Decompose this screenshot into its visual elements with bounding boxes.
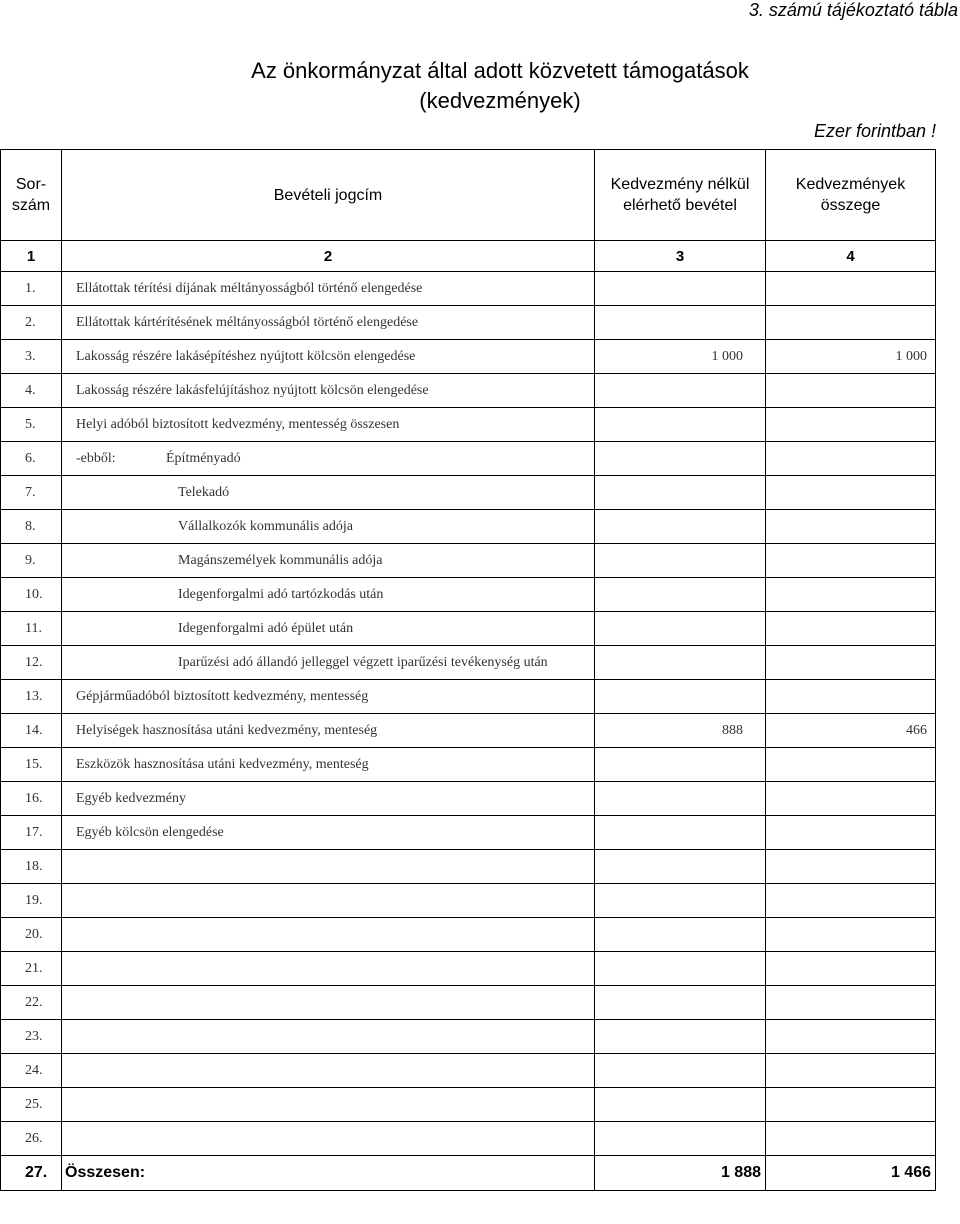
column-number: 4 bbox=[766, 241, 936, 272]
table-row bbox=[1, 1088, 936, 1122]
row-value-col3 bbox=[595, 1054, 766, 1088]
table-row bbox=[1, 952, 936, 986]
header-sorszam: Sor- szám bbox=[1, 150, 62, 241]
row-label-text: Lakosság részére lakásfelújításhoz nyújtott kölcsön elengedése bbox=[76, 382, 429, 398]
table-row bbox=[1, 714, 936, 748]
row-label bbox=[62, 442, 595, 476]
row-label bbox=[62, 408, 595, 442]
row-number: 3. bbox=[1, 340, 62, 374]
row-value-col4 bbox=[766, 408, 936, 442]
row-label bbox=[62, 272, 595, 306]
row-label-text: Egyéb kölcsön elengedése bbox=[76, 824, 224, 840]
row-value-col3 bbox=[595, 1020, 766, 1054]
row-label bbox=[62, 782, 595, 816]
row-label-text: Telekadó bbox=[178, 484, 230, 500]
row-value-col3 bbox=[595, 1122, 766, 1156]
row-value-col4 bbox=[766, 442, 936, 476]
table-row bbox=[1, 986, 936, 1020]
row-value-col4 bbox=[766, 544, 936, 578]
row-value-col3 bbox=[595, 374, 766, 408]
row-value-col3 bbox=[595, 680, 766, 714]
row-value-col3 bbox=[595, 850, 766, 884]
column-number: 3 bbox=[595, 241, 766, 272]
table-row bbox=[1, 1054, 936, 1088]
total-number: 27. bbox=[1, 1156, 62, 1191]
row-value-col3 bbox=[595, 748, 766, 782]
row-value-col4 bbox=[766, 986, 936, 1020]
row-value-col3 bbox=[595, 646, 766, 680]
row-label bbox=[62, 952, 595, 986]
row-value-col4 bbox=[766, 918, 936, 952]
table-row bbox=[1, 884, 936, 918]
row-number: 17. bbox=[1, 816, 62, 850]
table-row bbox=[1, 1122, 936, 1156]
row-value-col4 bbox=[766, 578, 936, 612]
row-label-text: Ellátottak térítési díjának méltányosságból történő elengedése bbox=[76, 280, 423, 296]
row-label-text: Építményadó bbox=[166, 450, 241, 466]
row-value-col3 bbox=[595, 408, 766, 442]
row-label bbox=[62, 850, 595, 884]
row-value-col3 bbox=[595, 884, 766, 918]
table-row bbox=[1, 646, 936, 680]
row-number: 11. bbox=[1, 612, 62, 646]
row-number: 5. bbox=[1, 408, 62, 442]
row-value-col3 bbox=[595, 272, 766, 306]
header-jogcim: Bevételi jogcím bbox=[62, 150, 595, 241]
row-value-col3 bbox=[595, 782, 766, 816]
row-label bbox=[62, 1088, 595, 1122]
row-value-col3 bbox=[595, 544, 766, 578]
page-title bbox=[0, 56, 960, 116]
row-value-col4 bbox=[766, 374, 936, 408]
row-value-col3 bbox=[595, 578, 766, 612]
row-value-col4: 1 000 bbox=[766, 340, 936, 374]
row-number: 19. bbox=[1, 884, 62, 918]
row-value-col4 bbox=[766, 782, 936, 816]
row-label bbox=[62, 646, 595, 680]
table-row bbox=[1, 816, 936, 850]
total-value-col4: 1 466 bbox=[766, 1156, 936, 1191]
row-label bbox=[62, 1020, 595, 1054]
row-label bbox=[62, 1054, 595, 1088]
row-number: 6. bbox=[1, 442, 62, 476]
row-value-col3 bbox=[595, 918, 766, 952]
table-row bbox=[1, 544, 936, 578]
row-number: 21. bbox=[1, 952, 62, 986]
row-label bbox=[62, 986, 595, 1020]
table-row bbox=[1, 1020, 936, 1054]
row-value-col4: 466 bbox=[766, 714, 936, 748]
row-value-col4 bbox=[766, 850, 936, 884]
row-value-col3 bbox=[595, 1088, 766, 1122]
row-label-text: Idegenforgalmi adó épület után bbox=[178, 620, 354, 636]
table-row bbox=[1, 680, 936, 714]
row-value-col4 bbox=[766, 1054, 936, 1088]
row-label bbox=[62, 884, 595, 918]
row-value-col4 bbox=[766, 646, 936, 680]
table-number-label: 3. számú tájékoztató tábla bbox=[748, 0, 958, 20]
row-label bbox=[62, 714, 595, 748]
row-value-col4 bbox=[766, 1122, 936, 1156]
row-value-col3 bbox=[595, 476, 766, 510]
row-label-text: Iparűzési adó állandó jelleggel végzett iparűzési tevékenység után bbox=[178, 654, 548, 670]
row-number: 23. bbox=[1, 1020, 62, 1054]
row-number: 4. bbox=[1, 374, 62, 408]
row-label bbox=[62, 374, 595, 408]
row-value-col3 bbox=[595, 442, 766, 476]
row-number: 7. bbox=[1, 476, 62, 510]
table-row bbox=[1, 374, 936, 408]
row-label bbox=[62, 748, 595, 782]
row-number: 8. bbox=[1, 510, 62, 544]
row-label bbox=[62, 306, 595, 340]
row-label-text: Lakosság részére lakásépítéshez nyújtott kölcsön elengedése bbox=[76, 348, 416, 364]
row-label bbox=[62, 578, 595, 612]
row-prefix: -ebből: bbox=[76, 450, 116, 466]
row-label bbox=[62, 340, 595, 374]
title-line-1: Az önkormányzat által adott közvetett támogatások bbox=[251, 58, 749, 83]
row-label bbox=[62, 476, 595, 510]
column-number: 2 bbox=[62, 241, 595, 272]
row-value-col4 bbox=[766, 748, 936, 782]
row-label bbox=[62, 680, 595, 714]
row-label bbox=[62, 918, 595, 952]
row-value-col4 bbox=[766, 272, 936, 306]
row-value-col3: 1 000 bbox=[595, 340, 766, 374]
unit-note: Ezer forintban ! bbox=[813, 121, 936, 141]
row-value-col3: 888 bbox=[595, 714, 766, 748]
row-label-text: Magánszemélyek kommunális adója bbox=[178, 552, 383, 568]
row-number: 20. bbox=[1, 918, 62, 952]
table-row bbox=[1, 306, 936, 340]
row-label-text: Helyi adóból biztosított kedvezmény, mentesség összesen bbox=[76, 416, 400, 432]
total-row bbox=[1, 1156, 936, 1191]
row-value-col3 bbox=[595, 816, 766, 850]
table-row bbox=[1, 612, 936, 646]
row-value-col3 bbox=[595, 612, 766, 646]
row-number: 10. bbox=[1, 578, 62, 612]
row-number: 14. bbox=[1, 714, 62, 748]
table-header-row bbox=[1, 150, 936, 241]
header-col3: Kedvezmény nélkül elérhető bevétel bbox=[595, 150, 766, 241]
row-value-col3 bbox=[595, 952, 766, 986]
row-label-text: Idegenforgalmi adó tartózkodás után bbox=[178, 586, 384, 602]
row-label-text: Helyiségek hasznosítása utáni kedvezmény, menteség bbox=[76, 722, 378, 738]
row-label bbox=[62, 544, 595, 578]
row-number: 26. bbox=[1, 1122, 62, 1156]
row-value-col4 bbox=[766, 680, 936, 714]
title-line-2: (kedvezmények) bbox=[419, 88, 581, 113]
row-value-col4 bbox=[766, 816, 936, 850]
table-row bbox=[1, 748, 936, 782]
row-value-col3 bbox=[595, 306, 766, 340]
row-value-col4 bbox=[766, 1088, 936, 1122]
row-number: 13. bbox=[1, 680, 62, 714]
row-number: 12. bbox=[1, 646, 62, 680]
row-value-col4 bbox=[766, 476, 936, 510]
row-label-text: Ellátottak kártérítésének méltányosságból történő elengedése bbox=[76, 314, 419, 330]
row-value-col4 bbox=[766, 510, 936, 544]
table-row bbox=[1, 442, 936, 476]
row-label-text: Eszközök hasznosítása utáni kedvezmény, menteség bbox=[76, 756, 369, 772]
row-value-col4 bbox=[766, 612, 936, 646]
row-label-text: Gépjárműadóból biztosított kedvezmény, mentesség bbox=[76, 688, 369, 704]
row-number: 9. bbox=[1, 544, 62, 578]
row-value-col4 bbox=[766, 884, 936, 918]
table-row bbox=[1, 272, 936, 306]
table-row bbox=[1, 340, 936, 374]
row-label bbox=[62, 612, 595, 646]
row-value-col4 bbox=[766, 306, 936, 340]
row-number: 24. bbox=[1, 1054, 62, 1088]
row-value-col4 bbox=[766, 952, 936, 986]
row-value-col3 bbox=[595, 986, 766, 1020]
row-number: 16. bbox=[1, 782, 62, 816]
row-label-text: Egyéb kedvezmény bbox=[76, 790, 187, 806]
total-label: Összesen: bbox=[62, 1156, 595, 1191]
row-number: 22. bbox=[1, 986, 62, 1020]
table-row bbox=[1, 476, 936, 510]
row-number: 15. bbox=[1, 748, 62, 782]
row-number: 25. bbox=[1, 1088, 62, 1122]
column-number: 1 bbox=[1, 241, 62, 272]
header-col4: Kedvezmények összege bbox=[766, 150, 936, 241]
row-value-col4 bbox=[766, 1020, 936, 1054]
row-number: 1. bbox=[1, 272, 62, 306]
row-label-text: Vállalkozók kommunális adója bbox=[178, 518, 353, 534]
row-number: 18. bbox=[1, 850, 62, 884]
row-label bbox=[62, 1122, 595, 1156]
row-label bbox=[62, 510, 595, 544]
column-number-row bbox=[1, 241, 936, 272]
row-value-col3 bbox=[595, 510, 766, 544]
table-row bbox=[1, 510, 936, 544]
table-row bbox=[1, 578, 936, 612]
subsidy-table bbox=[0, 149, 936, 1191]
total-value-col3: 1 888 bbox=[595, 1156, 766, 1191]
row-number: 2. bbox=[1, 306, 62, 340]
table-row bbox=[1, 782, 936, 816]
table-row bbox=[1, 918, 936, 952]
table-row bbox=[1, 850, 936, 884]
row-label bbox=[62, 816, 595, 850]
table-row bbox=[1, 408, 936, 442]
